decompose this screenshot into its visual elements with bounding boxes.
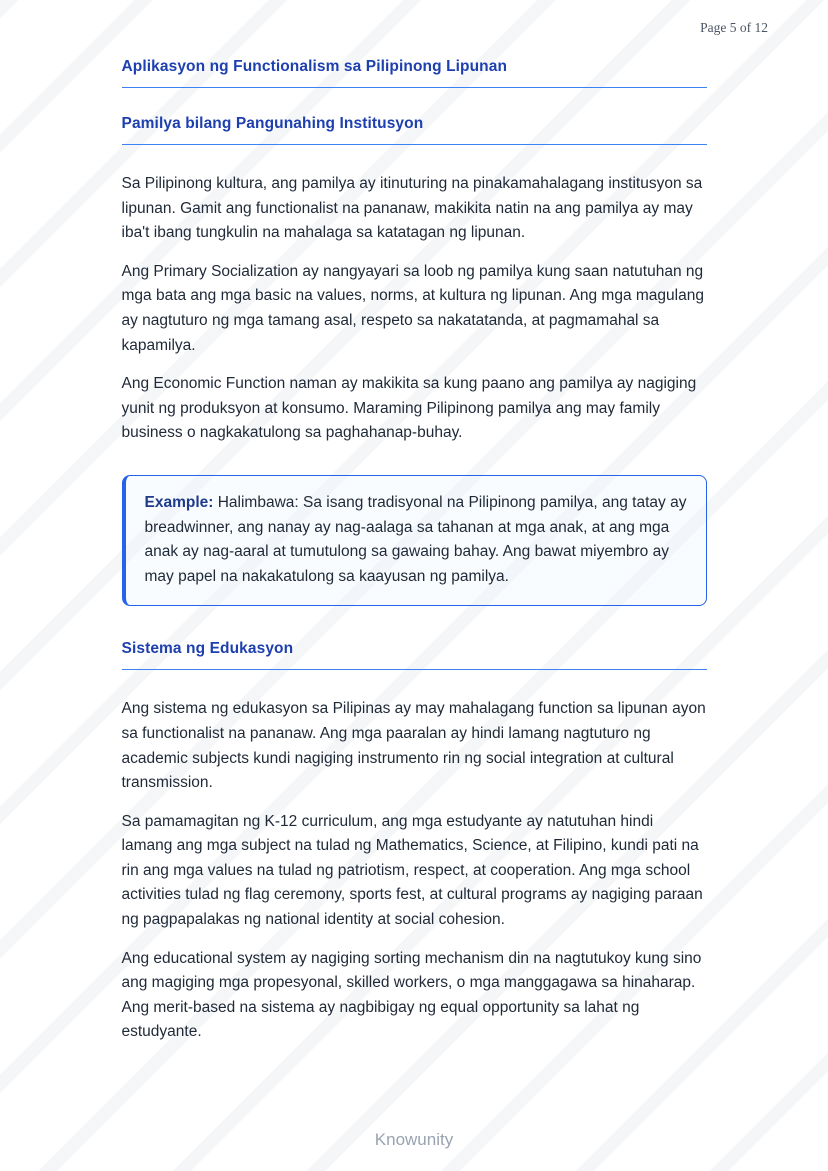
page-indicator: Page 5 of 12 bbox=[700, 20, 768, 35]
paragraph-edukasyon-3: Ang educational system ay nagiging sorting mechanism din na nagtutukoy kung sino ang magiging mga propesyonal, skilled workers, o mga manggagawa sa hinaharap. Ang merit-based na sistema ay nagbibigay ng equal opportunity sa lahat ng estudyante. bbox=[121, 949, 702, 1041]
section-heading-pamilya: Pamilya bilang Pangunahing Institusyon bbox=[122, 115, 707, 145]
document-content bbox=[122, 0, 707, 1045]
footer-brand: Knowunity bbox=[374, 1130, 454, 1149]
example-label: Example: bbox=[144, 493, 214, 511]
paragraph-pamilya-3: Ang Economic Function naman ay makikita sa kung paano ang pamilya ay nagiging yunit ng produksyon at konsumo. Maraming Pilipinong pamilya ang may family business o nagkakatulong sa paghahanap-buhay. bbox=[121, 375, 697, 442]
document-title: Aplikasyon ng Functionalism sa Pilipinong Lipunan bbox=[122, 58, 707, 88]
paragraph-edukasyon-1: Ang sistema ng edukasyon sa Pilipinas ay may mahalagang function sa lipunan ayon sa functionalist na pananaw. Ang mga paaralan ay hindi lamang nagtuturo ng academic subjects kundi nagiging instrumento rin ng social integration at cultural transmission. bbox=[121, 700, 706, 792]
paragraph-pamilya-2: Ang Primary Socialization ay nangyayari sa loob ng pamilya kung saan natutuhan ng mga bata ang mga basic na values, norms, at kultura ng lipunan. Ang mga magulang ay nagtuturo ng mga tamang asal, respeto sa nakatatanda, at pagmamahal sa kapamilya. bbox=[121, 262, 704, 354]
paragraph-edukasyon-2: Sa pamamagitan ng K-12 curriculum, ang mga estudyante ay natutuhan hindi lamang ang mga subject na tulad ng Mathematics, Science, at Filipino, kundi pati na rin ang mga values na tulad ng patriotism, respect, at cooperation. Ang mga school activities tulad ng flag ceremony, sports fest, at cultural programs ay nagiging paraan ng pagpapalakas ng national identity at social cohesion. bbox=[121, 812, 703, 929]
section-heading-edukasyon: Sistema ng Edukasyon bbox=[122, 640, 707, 670]
example-paragraph bbox=[145, 491, 687, 589]
example-box bbox=[122, 475, 707, 606]
paragraph-pamilya-1: Sa Pilipinong kultura, ang pamilya ay itinuturing na pinakamahalagang institusyon sa lipunan. Gamit ang functionalist na pananaw, makikita natin na ang pamilya ay may iba't ibang tungkulin na mahalaga sa katatagan ng lipunan. bbox=[121, 175, 703, 242]
example-text: Halimbawa: Sa isang tradisyonal na Pilipinong pamilya, ang tatay ay breadwinner, ang nanay ay nag-aalaga sa tahanan at mga anak, at ang mga anak ay nag-aaral at tumutulong sa gawaing bahay. Ang bawat miyembro ay may papel na nakakatulong sa kaayusan ng pamilya. bbox=[144, 493, 687, 585]
